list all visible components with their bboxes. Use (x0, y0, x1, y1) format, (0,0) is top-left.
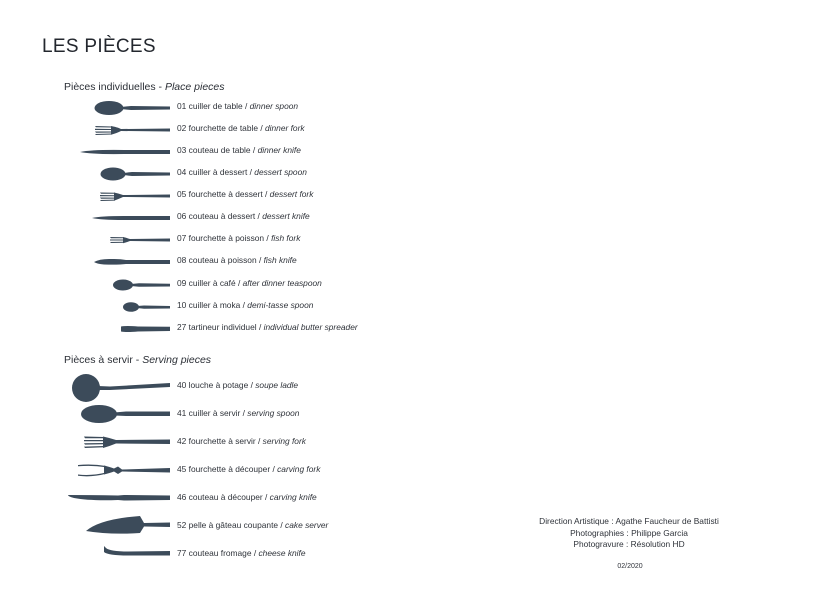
credits-block (520, 516, 738, 551)
item-name-fr: 06 couteau à dessert / (177, 211, 263, 221)
item-label (177, 436, 306, 446)
fork-icon (0, 431, 176, 453)
list-item-dinner-fork (0, 121, 500, 139)
list-item-fish-fork (0, 231, 500, 249)
fork-icon (0, 121, 176, 139)
item-name-en: individual butter spreader (263, 322, 358, 332)
item-name-en: demi-tasse spoon (247, 300, 314, 310)
item-name-fr: 03 couteau de table / (177, 145, 258, 155)
item-name-fr: 02 fourchette de table / (177, 123, 265, 133)
item-name-fr: 27 tartineur individuel / (177, 322, 264, 332)
spoon-icon (0, 165, 176, 183)
credit-photography: Photographies : Philippe Garcia (570, 527, 688, 538)
item-name-fr: 41 cuiller à servir / (177, 408, 248, 418)
knife-icon (0, 209, 176, 227)
item-label (177, 101, 298, 111)
item-name-en: fish knife (263, 255, 297, 265)
item-name-en: carving knife (269, 492, 317, 502)
list-item-dinner-knife (0, 143, 500, 161)
list-item-serving-spoon (0, 403, 500, 425)
item-label (177, 233, 300, 243)
fork-icon (0, 231, 176, 249)
list-item-fish-knife (0, 253, 500, 271)
item-name-fr: 52 pelle à gâteau coupante / (177, 520, 286, 530)
list-item-butter-spreader (0, 320, 500, 338)
item-name-fr: 09 cuiller à café / (177, 278, 243, 288)
fish-knife-icon (0, 253, 176, 271)
cake-server-icon (0, 513, 176, 539)
item-label (177, 520, 328, 530)
credit-art-direction: Direction Artistique : Agathe Faucheur de Battisti (539, 516, 719, 526)
item-name-fr: 45 fourchette à découper / (177, 464, 278, 474)
item-label (177, 408, 299, 418)
item-label (177, 548, 306, 558)
item-name-fr: 77 couteau fromage / (177, 548, 259, 558)
list-item-serving-fork (0, 431, 500, 453)
item-label (177, 278, 322, 288)
spoon-icon (0, 298, 176, 316)
list-item-demitasse-spoon (0, 298, 500, 316)
credit-photogravure: Photogravure : Résolution HD (573, 539, 685, 549)
item-name-en: dinner knife (257, 145, 301, 155)
item-name-en: cake server (285, 520, 329, 530)
item-name-en: dinner fork (265, 123, 305, 133)
cheese-knife-icon (0, 543, 176, 563)
item-name-en: carving fork (277, 464, 321, 474)
list-item-dinner-spoon (0, 99, 500, 117)
item-name-en: serving fork (262, 436, 306, 446)
item-label (177, 123, 305, 133)
item-label (177, 167, 307, 177)
item-name-en: dessert fork (269, 189, 314, 199)
spoon-icon (0, 99, 176, 117)
item-name-en: dinner spoon (249, 101, 299, 111)
item-name-en: after dinner teaspoon (242, 278, 322, 288)
list-item-cheese-knife (0, 543, 500, 563)
item-name-fr: 42 fourchette à servir / (177, 436, 263, 446)
spoon-icon (0, 276, 176, 294)
item-name-en: cheese knife (258, 548, 306, 558)
item-name-en: fish fork (271, 233, 301, 243)
item-name-fr: 05 fourchette à dessert / (177, 189, 270, 199)
item-label (177, 380, 298, 390)
spreader-icon (0, 320, 176, 338)
item-label (177, 322, 358, 332)
item-label (177, 145, 301, 155)
item-label (177, 255, 297, 265)
item-name-fr: 10 cuiller à moka / (177, 300, 248, 310)
item-name-fr: 46 couteau à découper / (177, 492, 270, 502)
item-label (177, 492, 317, 502)
item-name-fr: 04 cuiller à dessert / (177, 167, 255, 177)
carving-fork-icon (0, 459, 176, 481)
item-name-en: soupe ladle (255, 380, 299, 390)
fork-icon (0, 187, 176, 205)
section-heading-en: Serving pieces (142, 354, 212, 366)
spoon-icon (0, 403, 176, 425)
section-heading-fr: Pièces individuelles - (64, 81, 165, 93)
page-title: LES PIÈCES (42, 36, 156, 57)
list-item-cake-server (0, 513, 500, 539)
list-item-carving-fork (0, 459, 500, 481)
section-heading-en: Place pieces (164, 81, 225, 93)
item-name-en: dessert spoon (254, 167, 307, 177)
section-heading-serving (64, 354, 211, 366)
item-label (177, 211, 310, 221)
section-heading-place (64, 81, 225, 93)
list-item-dessert-fork (0, 187, 500, 205)
list-item-teaspoon (0, 276, 500, 294)
knife-icon (0, 487, 176, 509)
item-name-en: dessert knife (262, 211, 310, 221)
knife-icon (0, 143, 176, 161)
item-name-en: serving spoon (247, 408, 300, 418)
ladle-icon (0, 373, 176, 403)
list-item-soup-ladle (0, 373, 500, 403)
list-item-carving-knife (0, 487, 500, 509)
item-name-fr: 08 couteau à poisson / (177, 255, 264, 265)
date-label: 02/2020 (617, 563, 643, 570)
item-label (177, 300, 313, 310)
item-name-fr: 40 louche à potage / (177, 380, 256, 390)
item-label (177, 189, 313, 199)
list-item-dessert-spoon (0, 165, 500, 183)
list-item-dessert-knife (0, 209, 500, 227)
item-name-fr: 01 cuiller de table / (177, 101, 250, 111)
item-name-fr: 07 fourchette à poisson / (177, 233, 272, 243)
section-heading-fr: Pièces à servir - (64, 354, 143, 366)
item-label (177, 464, 320, 474)
